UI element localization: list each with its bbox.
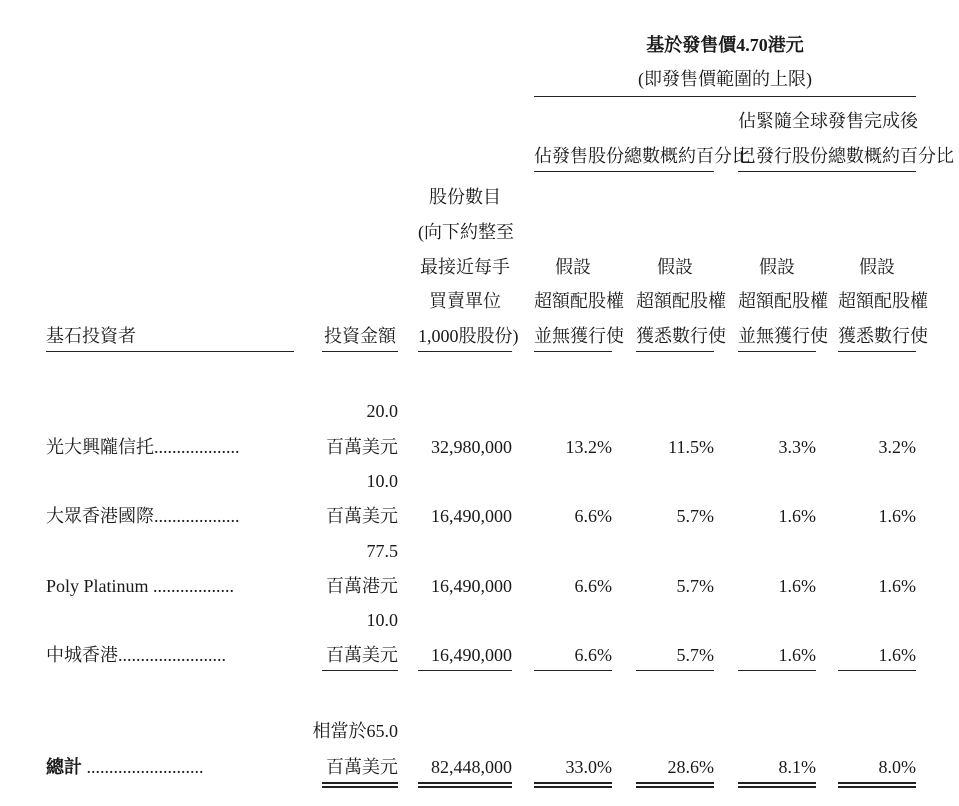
total-amount-top: 相當於65.0 xyxy=(312,721,398,741)
price-basis-line1: 基於發售價4.70港元 xyxy=(646,35,804,55)
shares-value: 32,980,000 xyxy=(431,437,512,457)
pct4-subtotal-rule xyxy=(838,670,916,671)
pct1-value: 13.2% xyxy=(565,437,612,457)
total-pct4-value: 8.0% xyxy=(878,757,916,777)
pct4-heading-1: 假設 xyxy=(859,257,895,277)
pct4-value: 1.6% xyxy=(878,506,916,526)
shares-heading-3: 最接近每手 xyxy=(420,257,510,277)
amount-value-top: 20.0 xyxy=(366,401,398,421)
pct1-heading-2: 超額配股權 xyxy=(534,291,624,311)
pct2-heading-2: 超額配股權 xyxy=(636,291,726,311)
pct3-heading-3: 並無獲行使 xyxy=(738,326,828,346)
pct3-value: 1.6% xyxy=(778,576,816,596)
investor-name: 大眾香港國際................... xyxy=(46,506,240,526)
pct4-value: 3.2% xyxy=(878,437,916,457)
pct2-heading-1: 假設 xyxy=(657,257,693,277)
pct4-heading-rule xyxy=(838,351,916,352)
shares-heading-2: (向下約整至 xyxy=(418,222,514,242)
total-pct2-value: 28.6% xyxy=(667,757,714,777)
pct2-value: 5.7% xyxy=(676,645,714,665)
amount-heading: 投資金額 xyxy=(324,326,396,346)
group-left-rule xyxy=(534,171,714,172)
amount-unit: 百萬美元 xyxy=(326,437,398,457)
pct1-value: 6.6% xyxy=(574,645,612,665)
total-pct3-value: 8.1% xyxy=(778,757,816,777)
pct3-value: 1.6% xyxy=(778,645,816,665)
investor-name: Poly Platinum .................. xyxy=(46,576,235,596)
pct4-heading-2: 超額配股權 xyxy=(838,291,928,311)
pct3-value: 1.6% xyxy=(778,506,816,526)
amount-heading-rule xyxy=(322,351,398,352)
pct3-subtotal-rule xyxy=(738,670,816,671)
shares-heading-4: 買賣單位 xyxy=(429,291,501,311)
group-left-heading: 佔發售股份總數概約百分比 xyxy=(534,146,750,166)
pct1-heading-rule xyxy=(534,351,612,352)
price-basis-line2: (即發售價範圍的上限) xyxy=(638,69,812,89)
pct1-value: 6.6% xyxy=(574,576,612,596)
amount-value-top: 77.5 xyxy=(366,541,398,561)
pct4-value: 1.6% xyxy=(878,576,916,596)
amount-unit: 百萬美元 xyxy=(326,506,398,526)
group-right-line2: 已發行股份總數概約百分比 xyxy=(738,146,954,166)
pct4-value: 1.6% xyxy=(878,645,916,665)
amount-unit: 百萬美元 xyxy=(326,645,398,665)
pct3-heading-2: 超額配股權 xyxy=(738,291,828,311)
shares-total-double-rule xyxy=(418,782,512,788)
total-pct1-value: 33.0% xyxy=(565,757,612,777)
pct2-value: 11.5% xyxy=(668,437,714,457)
pct1-heading-1: 假設 xyxy=(555,257,591,277)
pct4-heading-3: 獲悉數行使 xyxy=(838,326,928,346)
shares-value: 16,490,000 xyxy=(431,645,512,665)
amount-total-double-rule xyxy=(322,782,398,788)
amount-unit: 百萬港元 xyxy=(326,576,398,596)
pct2-value: 5.7% xyxy=(676,576,714,596)
pct2-heading-3: 獲悉數行使 xyxy=(636,326,726,346)
pct3-heading-1: 假設 xyxy=(759,257,795,277)
amount-value-top: 10.0 xyxy=(366,610,398,630)
pct3-value: 3.3% xyxy=(778,437,816,457)
pct3-heading-rule xyxy=(738,351,816,352)
shares-heading-1: 股份數目 xyxy=(429,187,501,207)
shares-value: 16,490,000 xyxy=(431,576,512,596)
shares-heading-5: 1,000股股份) xyxy=(418,326,519,346)
pct2-total-double-rule xyxy=(636,782,714,788)
investor-heading-rule xyxy=(46,351,294,352)
group-right-rule xyxy=(738,171,916,172)
pct1-heading-3: 並無獲行使 xyxy=(534,326,624,346)
pct1-subtotal-rule xyxy=(534,670,612,671)
pct2-heading-rule xyxy=(636,351,714,352)
pct2-value: 5.7% xyxy=(676,506,714,526)
shares-value: 16,490,000 xyxy=(431,506,512,526)
pct3-total-double-rule xyxy=(738,782,816,788)
shares-heading-rule xyxy=(418,351,512,352)
header-rule-top xyxy=(534,96,916,97)
pct2-subtotal-rule xyxy=(636,670,714,671)
investor-name: 中城香港........................ xyxy=(46,645,226,665)
total-label: 總計 .......................... xyxy=(46,757,204,777)
pct4-total-double-rule xyxy=(838,782,916,788)
pct1-value: 6.6% xyxy=(574,506,612,526)
pct1-total-double-rule xyxy=(534,782,612,788)
group-right-line1: 佔緊隨全球發售完成後 xyxy=(738,111,918,131)
total-shares-value: 82,448,000 xyxy=(431,757,512,777)
shares-subtotal-rule xyxy=(418,670,512,671)
amount-value-top: 10.0 xyxy=(366,471,398,491)
amount-subtotal-rule xyxy=(322,670,398,671)
total-amount-unit: 百萬美元 xyxy=(326,757,398,777)
investor-name: 光大興隴信托................... xyxy=(46,437,240,457)
investor-heading: 基石投資者 xyxy=(46,326,136,346)
